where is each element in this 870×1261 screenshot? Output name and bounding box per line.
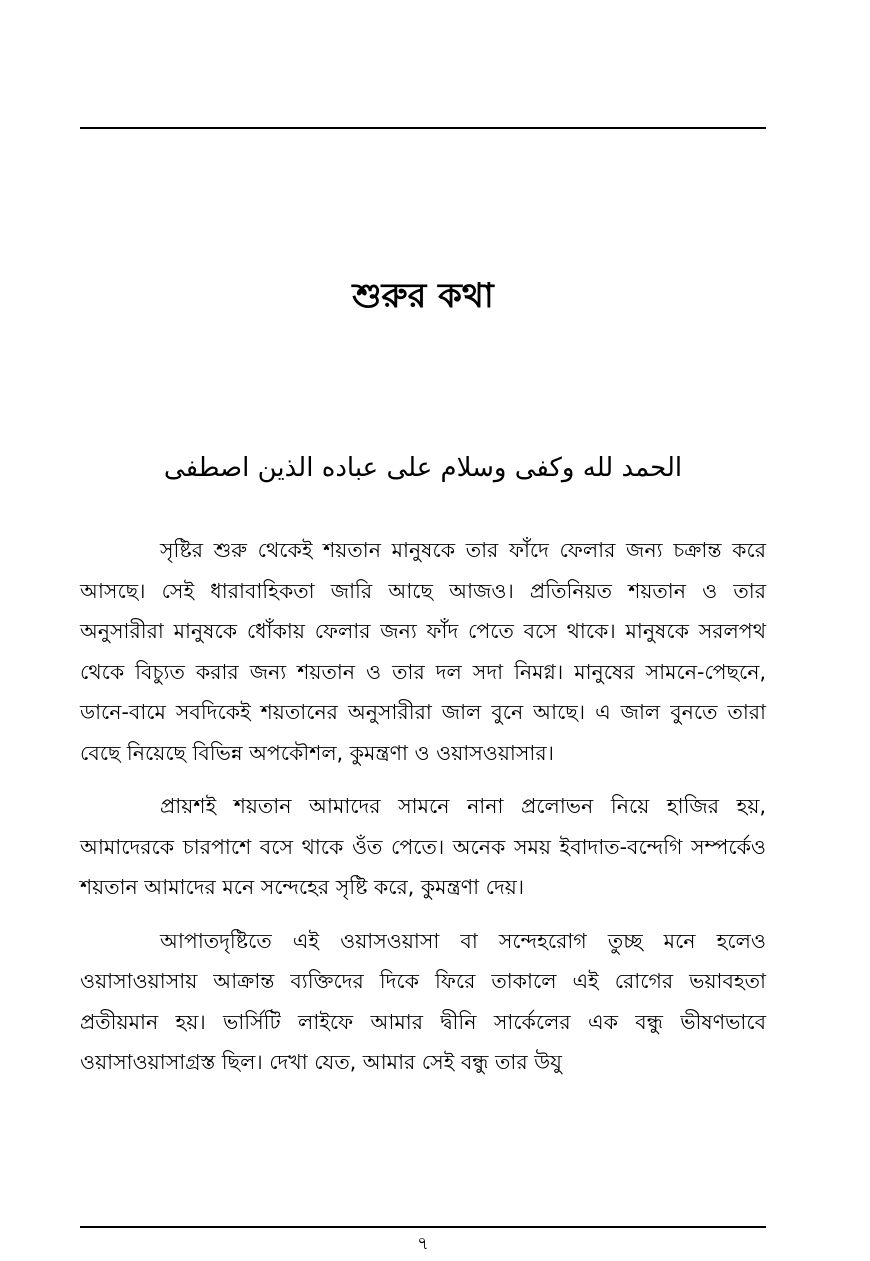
chapter-title: শুরুর কথা xyxy=(352,276,494,316)
body-text xyxy=(80,530,766,1096)
footer-rule xyxy=(80,1226,766,1228)
arabic-doxology: الحمد لله وكفى وسلام على عباده الذين اصطفى xyxy=(163,453,683,483)
page-number: ৭ xyxy=(417,1233,429,1254)
paragraph-3: আপাতদৃষ্টিতে এই ওয়াসওয়াসা বা সন্দেহরোগ তুচ্ছ মনে হলেও ওয়াসাওয়াসায় আক্রান্ত ব্যক্তিদের দিকে ফিরে তাকালে এই রোগের ভয়াবহতা প্রতীয়মান হয়। ভার্সিটি লাইফে আমার দ্বীনি সার্কেলের এক বন্ধু ভীষণভাবে ওয়াসাওয়াসাগ্রস্ত ছিল। দেখা যেত, আমার সেই বন্ধু তার উযু xyxy=(80,928,766,1074)
paragraph-1: সৃষ্টির শুরু থেকেই শয়তান মানুষকে তার ফাঁদে ফেলার জন্য চক্রান্ত করে আসছে। সেই ধারাবাহিকতা জারি আছে আজও। প্রতিনিয়ত শয়তান ও তার অনুসারীরা মানুষকে ধোঁকায় ফেলার জন্য ফাঁদ পেতে বসে থাকে। মানুষকে সরলপথ থেকে বিচ্যুত করার জন্য শয়তান ও তার দল সদা নিমগ্ন। মানুষের সামনে-পেছনে, ডানে-বামে সবদিকেই শয়তানের অনুসারীরা জাল বুনে আছে। এ জাল বুনতে তারা বেছে নিয়েছে বিভিন্ন অপকৌশল, কুমন্ত্রণা ও ওয়াসওয়াসার। xyxy=(80,538,766,765)
paragraph-2: প্রায়শই শয়তান আমাদের সামনে নানা প্রলোভন নিয়ে হাজির হয়, আমাদেরকে চারপাশে বসে থাকে ওঁত পেতে। অনেক সময় ইবাদাত-বন্দেগি সম্পর্কেও শয়তান আমাদের মনে সন্দেহের সৃষ্টি করে, কুমন্ত্রণা দেয়। xyxy=(80,794,766,899)
header-rule xyxy=(80,127,766,129)
